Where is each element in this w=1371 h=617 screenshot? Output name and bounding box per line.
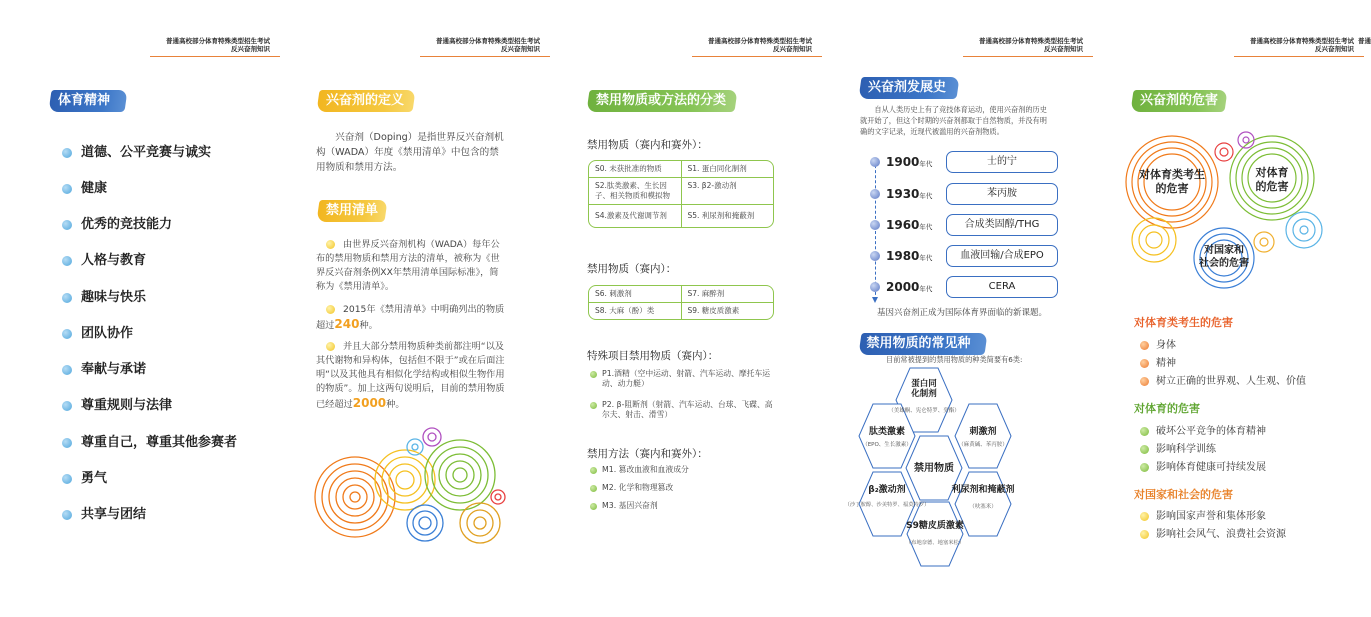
list-item: [590, 483, 673, 493]
hex-tr-label: 刺激剂: [969, 427, 997, 437]
bullet-icon: [1140, 530, 1149, 539]
timeline-dot: [870, 157, 880, 167]
header-line1: 普通高校部分体育特殊类型招生考试: [436, 37, 540, 45]
bullet-icon: [1140, 445, 1149, 454]
harm-item-label: 影响体育健康可持续发展: [1156, 462, 1266, 473]
year-unit: 年代: [919, 192, 933, 200]
hex-tl-label: 肽类激素: [868, 427, 906, 437]
year-unit: 年代: [919, 223, 933, 231]
hex-tr-sub: （麻黄碱、苯丙胺）: [958, 442, 1008, 448]
list-para-2: [316, 303, 506, 333]
hex-bl-label: β₂激动剂: [868, 485, 906, 495]
table-row: [589, 161, 773, 178]
timeline-axis: [875, 160, 876, 300]
section-title-harm: [1130, 90, 1227, 112]
history-intro: 自从人类历史上有了竞技体育运动，使用兴奋剂的历史就开始了，但这个时期的兴奋剂都取于自然物质，并没有明确的文字记录，近现代被滥用的兴奋剂物质。: [860, 105, 1047, 136]
hex-tl-sub: （EPO、生长激素）: [862, 442, 912, 448]
harm-bubble-diagram: [1124, 130, 1324, 290]
harm-heading-students: 对体育类考生的危害: [1134, 316, 1233, 329]
year-unit: 年代: [919, 160, 933, 168]
header-line2: 反兴奋剂知识: [773, 45, 812, 53]
table-row: [589, 286, 773, 303]
spirit-item-label: 趣味与快乐: [81, 290, 147, 305]
harm-item-label: 影响科学训练: [1156, 444, 1216, 455]
header-rule: [963, 56, 1093, 57]
spirit-item-label: 团队协作: [81, 326, 134, 341]
timeline-dot: [870, 282, 880, 292]
svg-text:对体育的危害: [1255, 165, 1289, 193]
table-row: [589, 303, 773, 319]
scribble-circles-decoration: [310, 425, 510, 550]
table-cell: S0. 未获批准的物质: [595, 164, 662, 173]
section-title-classification: [586, 90, 737, 112]
harm-item-label: 精神: [1156, 358, 1176, 369]
section-title-spirit: [48, 90, 127, 112]
table-cell: S8. 大麻（酚）类: [595, 306, 655, 315]
spirit-item-label: 优秀的竞技能力: [81, 217, 173, 232]
bullet-icon: [590, 485, 597, 492]
header-line1: 普通高校部分体育特殊类型招生考试: [166, 37, 270, 45]
harm-item: [1140, 372, 1306, 387]
year-value: 1900: [886, 155, 920, 169]
timeline-row: [886, 215, 1058, 235]
bullet-icon: [590, 467, 597, 474]
list-item-label: P1.酒精（空中运动、射箭、汽车运动、摩托车运动、动力艇）: [602, 369, 771, 388]
bullet-icon: [590, 503, 597, 510]
list-item-label: M1. 篡改血液和血液成分: [602, 465, 689, 474]
page-header-5: [1214, 37, 1354, 53]
timeline-row: [886, 184, 1058, 204]
section-title-text: 禁用物质或方法的分类: [596, 93, 727, 108]
harm-heading-sports: 对体育的危害: [1134, 402, 1200, 415]
spirit-item-label: 道德、公平竞赛与诚实: [81, 145, 212, 160]
timeline-item: 血液回输/合成EPO: [946, 245, 1058, 267]
page-header-4: [943, 37, 1083, 53]
timeline-item: 合成类固醇/THG: [946, 214, 1058, 236]
para-text: 2015年《禁用清单》中明确列出的物质超过: [316, 304, 505, 331]
bullet-icon: [62, 401, 72, 411]
table-cell: S2.肽类激素、生长因子、相关物质和模拟物: [595, 181, 670, 200]
harm-item: [1140, 336, 1176, 351]
header-line2: 反兴奋剂知识: [231, 45, 270, 53]
table-cell: S7. 麻醉剂: [681, 286, 774, 302]
table-cell: S5. 利尿剂和掩蔽剂: [681, 205, 774, 227]
spirit-item: [62, 431, 237, 450]
bullet-icon: [62, 148, 72, 158]
bullet-icon: [62, 474, 72, 484]
harm-item-label: 身体: [1156, 340, 1176, 351]
gene-doping-note: 基因兴奋剂正成为国际体育界面临的新课题。: [877, 308, 1048, 318]
spirit-item: [62, 322, 133, 341]
timeline-item: CERA: [946, 276, 1058, 298]
timeline-dot: [870, 220, 880, 230]
bullet-icon: [62, 220, 72, 230]
spirit-item: [62, 467, 107, 486]
bullet-icon: [62, 438, 72, 448]
bubble-3-line2: 社会的危害: [1199, 258, 1249, 269]
harm-item: [1140, 354, 1176, 369]
list-item: [590, 501, 658, 511]
bullet-icon: [62, 293, 72, 303]
header-rule: [150, 56, 280, 57]
spirit-item-label: 尊重规则与法律: [81, 398, 173, 413]
year-value: 1960: [886, 218, 920, 232]
svg-text:蛋白同化制剂: [910, 378, 937, 399]
header-rule: [420, 56, 550, 57]
bullet-icon: [326, 305, 335, 314]
spirit-item-label: 勇气: [81, 471, 108, 486]
table-cell: S4.激素及代谢调节剂: [595, 211, 667, 220]
header-line1: 普通高校部分体育特殊类型招生考试: [1250, 37, 1354, 45]
bullet-icon: [326, 240, 335, 249]
bullet-icon: [326, 342, 335, 351]
bullet-icon: [62, 365, 72, 375]
page-header-3: [672, 37, 812, 53]
table-cell: S9. 糖皮质激素: [681, 303, 774, 319]
substance-table-1: [588, 160, 774, 228]
highlight-number: 2000: [352, 396, 387, 410]
section-heading: 禁用物质（赛内和赛外）：: [587, 139, 708, 151]
timeline-row: [886, 246, 1058, 266]
section-heading: 特殊项目禁用物质（赛内）：: [587, 350, 719, 362]
harm-heading-society: 对国家和社会的危害: [1134, 488, 1233, 501]
page-header-1: [130, 37, 270, 53]
timeline-year: [886, 280, 946, 294]
list-item: [590, 400, 780, 420]
hex-br-label: 利尿剂和掩蔽剂: [951, 485, 1015, 495]
para-text: 种。: [386, 399, 405, 410]
section-title-text: 兴奋剂发展史: [868, 80, 947, 95]
bullet-icon: [1140, 359, 1149, 368]
bubble-1-line1: 对体育类考生: [1139, 168, 1205, 181]
list-item: [590, 369, 780, 389]
bullet-icon: [1140, 463, 1149, 472]
section-title-text: 兴奋剂的危害: [1140, 93, 1219, 108]
definition-text: 兴奋剂（Doping）是指世界反兴奋剂机构（WADA）年度《禁用清单》中包含的禁用物质和禁用方法。: [316, 132, 504, 173]
timeline-item: 苯丙胺: [946, 183, 1058, 205]
spirit-item-label: 健康: [81, 181, 108, 196]
header-line2: 反兴奋剂知识: [1315, 45, 1354, 53]
hex-br-sub: （呋塞米）: [969, 504, 997, 510]
timeline-year: [886, 187, 946, 201]
spirit-item-label: 共享与团结: [81, 507, 147, 522]
list-para-1: [316, 238, 506, 294]
hex-center-label: 禁用物质: [914, 463, 954, 474]
bubble-1-line2: 的危害: [1155, 182, 1189, 195]
timeline-dot: [870, 189, 880, 199]
bullet-icon: [590, 371, 597, 378]
bullet-icon: [62, 329, 72, 339]
types-subtitle: 目前常被提到的禁用物质的种类简要有6类:: [886, 355, 1023, 364]
list-para-3: [316, 340, 506, 412]
bullet-icon: [62, 184, 72, 194]
spirit-item: [62, 503, 146, 522]
timeline-year: [886, 155, 946, 169]
timeline-dot: [870, 251, 880, 261]
timeline-row: [886, 152, 1058, 172]
harm-item: [1140, 440, 1216, 455]
spirit-item: [62, 177, 107, 196]
harm-item: [1140, 507, 1266, 522]
harm-item-label: 树立正确的世界观、人生观、价值: [1156, 376, 1306, 387]
bullet-icon: [1140, 427, 1149, 436]
spirit-item-label: 人格与教育: [81, 253, 147, 268]
hexagon-diagram: [844, 368, 1048, 568]
bullet-icon: [62, 510, 72, 520]
para-text: 种。: [359, 320, 378, 331]
year-value: 2000: [886, 280, 920, 294]
spirit-item-label: 奉献与承诺: [81, 362, 147, 377]
bullet-icon: [1140, 377, 1149, 386]
section-title-text: 禁用物质的常见种类: [866, 336, 971, 373]
table-row: [589, 205, 773, 227]
list-item-label: M3. 基因兴奋剂: [602, 501, 658, 510]
harm-item-label: 影响国家声誉和集体形象: [1156, 511, 1266, 522]
section-title-text: 禁用清单: [326, 203, 379, 218]
spirit-item: [62, 286, 146, 305]
bullet-icon: [1140, 341, 1149, 350]
header-rule: [1234, 56, 1364, 57]
spirit-item: [62, 249, 146, 268]
spirit-item: [62, 358, 146, 377]
section-title-list: [316, 200, 387, 222]
section-title-text: 体育精神: [58, 93, 111, 108]
timeline-year: [886, 249, 946, 263]
spirit-item: [62, 213, 172, 232]
year-unit: 年代: [919, 254, 933, 262]
table-cell: S3. β2-激动剂: [681, 178, 774, 204]
page-header-6-cut: [1358, 37, 1371, 45]
svg-text:对体育类考生的危害: [1138, 167, 1205, 195]
timeline-year: [886, 218, 946, 232]
hex-top-sub: （美雄酮、宪仑特罗、癸酯）: [888, 408, 960, 414]
bubble-2-line1: 对体育: [1255, 166, 1289, 179]
list-item-label: P2. β-阻断剂（射箭、汽车运动、台球、飞碟、高尔夫、射击、滑雪）: [602, 400, 773, 419]
year-value: 1980: [886, 249, 920, 263]
hex-bot-sub: （布地奈德、地塞米松）: [905, 540, 965, 546]
spirit-item-label: 尊重自己，尊重其他参赛者: [81, 435, 238, 450]
year-value: 1930: [886, 187, 920, 201]
timeline-arrow-icon: [872, 297, 878, 303]
section-heading: 禁用方法（赛内和赛外）：: [587, 448, 708, 460]
hex-top-label-2: 化制剂: [911, 389, 937, 399]
timeline-row: [886, 277, 1058, 297]
section-title-text: 兴奋剂的定义: [326, 93, 405, 108]
header-line2: 反兴奋剂知识: [1044, 45, 1083, 53]
timeline-item: 士的宁: [946, 151, 1058, 173]
header-line2: 反兴奋剂知识: [501, 45, 540, 53]
harm-item-label: 破坏公平竞争的体育精神: [1156, 426, 1266, 437]
header-line1: 普通高校部分体育特殊类型招生考试: [708, 37, 812, 45]
bubble-3-line1: 对国家和: [1204, 245, 1244, 256]
spirit-item: [62, 141, 211, 160]
substance-table-2: [588, 285, 774, 320]
list-item-label: M2. 化学和物理篡改: [602, 483, 674, 492]
section-title-history: [858, 77, 959, 99]
harm-item: [1140, 458, 1266, 473]
year-unit: 年代: [919, 285, 933, 293]
harm-item: [1140, 422, 1266, 437]
spirit-item: [62, 394, 172, 413]
harm-item: [1140, 525, 1286, 540]
bullet-icon: [62, 256, 72, 266]
bullet-icon: [1140, 512, 1149, 521]
table-cell: S1. 蛋白同化制剂: [681, 161, 774, 177]
section-heading: 禁用物质（赛内）：: [587, 263, 677, 275]
page-header-2: [400, 37, 540, 53]
para-text: 并且大部分禁用物质种类前都注明“以及其代谢物和异构体，包括但不限于”或在后面注明“以及其他具有相似化学结构或相似生物作用的物质”。加上这两句说明后，目前的禁用物质已经超过: [316, 341, 505, 410]
hex-top-label-1: 蛋白同: [911, 379, 937, 389]
hex-bot-label: S9糖皮质激素: [906, 521, 964, 531]
table-row: [589, 178, 773, 205]
table-cell: S6. 刺激剂: [595, 289, 632, 298]
header-line1-cut: 普通: [1358, 37, 1371, 45]
harm-item-label: 影响社会风气、浪费社会资源: [1156, 529, 1286, 540]
para-text: 由世界反兴奋剂机构（WADA）每年公布的禁用物质和禁用方法的清单，被称为《世界反兴奋剂条例XX年禁用清单国际标准》，简称为《禁用清单》。: [316, 239, 500, 292]
section-title-definition: [316, 90, 415, 112]
header-line1: 普通高校部分体育特殊类型招生考试: [979, 37, 1083, 45]
hex-bl-sub: （沙丁胺醇、沙美特罗、福莫特罗）: [844, 502, 930, 508]
bubble-2-line2: 的危害: [1255, 180, 1289, 193]
highlight-number: 240: [334, 317, 360, 331]
bullet-icon: [590, 402, 597, 409]
list-item: [590, 465, 689, 475]
header-rule: [692, 56, 822, 57]
